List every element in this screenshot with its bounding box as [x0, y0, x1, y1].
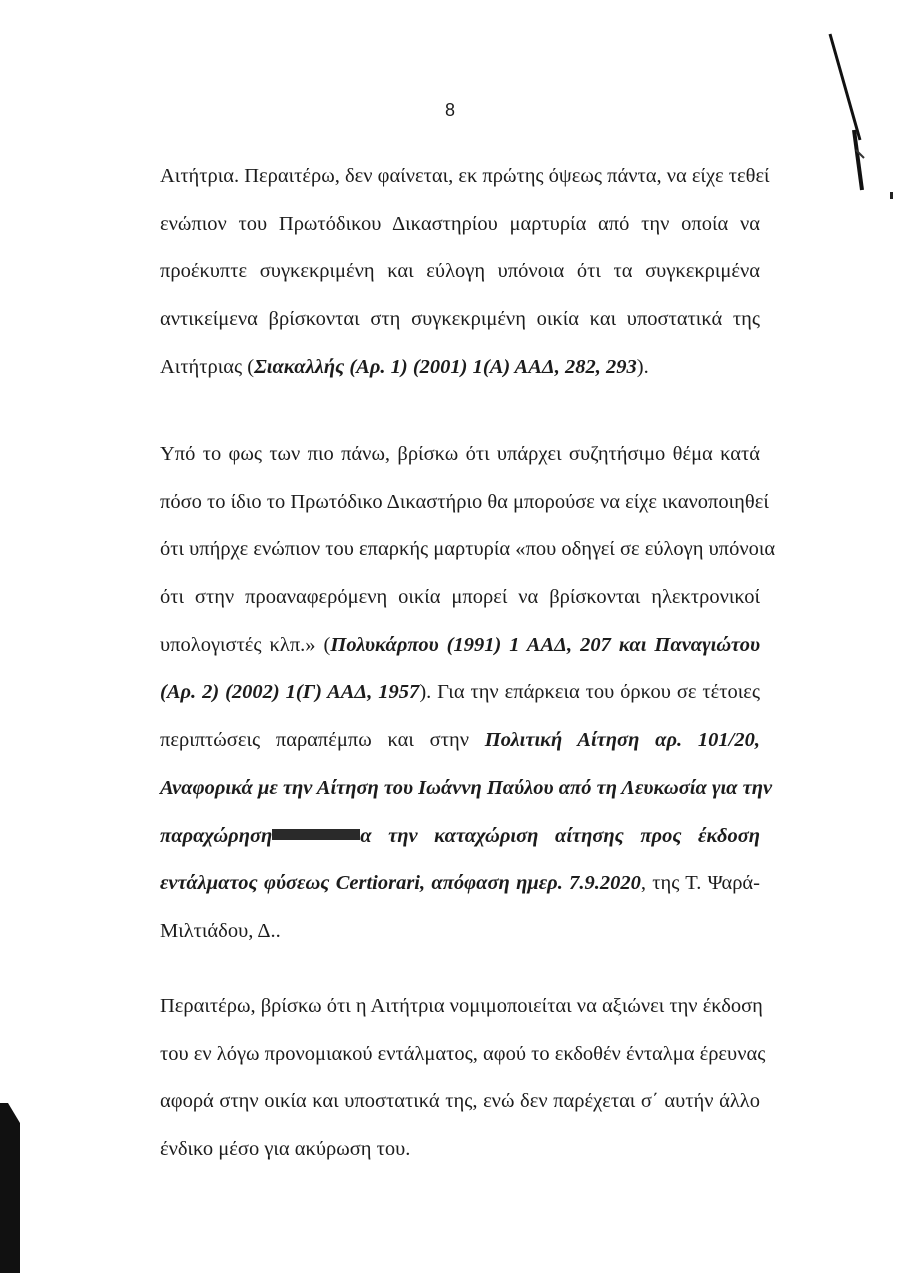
case-citation: Σιακαλλής (Αρ. 1) (2001) 1(Α) ΑΑΔ, 282, 293: [254, 355, 637, 378]
text-segment: Μιλτιάδου, Δ..: [160, 919, 281, 942]
text-segment: ενώπιον του Πρωτόδικου Δικαστηρίου μαρτυρία από την οποία να: [160, 212, 760, 235]
text-line: [160, 717, 760, 765]
text-line: [160, 860, 760, 908]
text-line: [160, 908, 760, 956]
scan-edge-mark-top-right: [826, 30, 866, 200]
text-line: [160, 431, 760, 479]
text-line: [160, 296, 760, 344]
text-segment: ένδικο μέσο για ακύρωση του.: [160, 1138, 411, 1161]
case-citation: (Αρ. 2) (2002) 1(Γ) ΑΑΔ, 1957: [160, 681, 420, 704]
text-segment: ότι στην προαναφερόμενη οικία μπορεί να βρίσκονται ηλεκτρονικοί: [160, 586, 760, 609]
text-line: [160, 983, 763, 1031]
text-line: [160, 813, 760, 861]
text-segment: Αιτήτριας (: [160, 355, 255, 378]
text-segment: αφορά στην οικία και υποστατικά της, ενώ δεν παρέχεται σ΄ αυτήν άλλο: [160, 1090, 760, 1113]
text-line: [160, 622, 760, 670]
text-segment: Περαιτέρω, βρίσκω ότι η Αιτήτρια νομιμοποιείται να αξιώνει την έκδοση: [160, 995, 763, 1017]
text-line: [160, 344, 760, 392]
paragraph-1: [160, 153, 770, 391]
text-segment: αντικείμενα βρίσκονται στη συγκεκριμένη οικία και υποστατικά της: [160, 308, 760, 331]
text-line: [160, 479, 769, 527]
case-citation: εντάλματος φύσεως Certiorari, απόφαση ημερ. 7.9.2020: [160, 872, 641, 895]
text-segment: περιπτώσεις παραπέμπω και στην: [160, 729, 485, 752]
text-segment: Αιτήτρια. Περαιτέρω, δεν φαίνεται, εκ πρώτης όψεως πάντα, να είχε τεθεί: [160, 165, 770, 187]
case-citation: Αναφορικά με την Αίτηση του Ιωάννη Παύλου από τη Λευκωσία για την: [160, 776, 773, 799]
text-segment: , της Τ. Ψαρά-: [640, 872, 760, 895]
case-citation: Πολυκάρπου (1991) 1 ΑΑΔ, 207 και Παναγιώτου: [330, 633, 760, 656]
text-line: [160, 526, 776, 574]
text-line: [160, 248, 760, 296]
text-line: [160, 201, 760, 249]
text-segment: ότι υπήρχε ενώπιον του επαρκής μαρτυρία «που οδηγεί σε εύλογη υπόνοια: [160, 538, 776, 561]
text-segment: ).: [636, 355, 649, 378]
case-citation: α την καταχώριση αίτησης προς έκδοση: [360, 824, 760, 847]
text-line: [160, 574, 760, 622]
text-segment: πόσο το ίδιο το Πρωτόδικο Δικαστήριο θα μπορούσε να είχε ικανοποιηθεί: [160, 490, 769, 513]
text-segment: ). Για την επάρκεια του όρκου σε τέτοιες: [419, 681, 760, 704]
page-number: 8: [445, 100, 456, 120]
paragraph-2: [160, 431, 776, 956]
text-line: [160, 1126, 760, 1174]
text-line: [160, 765, 773, 813]
text-line: [160, 669, 760, 717]
paragraph-3: [160, 983, 766, 1174]
text-line: [160, 153, 770, 201]
text-segment: Υπό το φως των πιο πάνω, βρίσκω ότι υπάρχει συζητήσιμο θέμα κατά: [160, 443, 760, 465]
text-line: [160, 1078, 760, 1126]
redaction-mark: [272, 829, 360, 840]
text-segment: του εν λόγω προνομιακού εντάλματος, αφού το εκδοθέν ένταλμα έρευνας: [160, 1042, 766, 1065]
text-line: [160, 1031, 766, 1079]
case-citation: παραχώρηση: [160, 824, 273, 847]
scan-edge-mark-bottom-left: [0, 1103, 24, 1273]
text-segment: υπολογιστές κλπ.» (: [160, 633, 331, 656]
scan-edge-mark-right-dot: [888, 190, 896, 202]
case-citation: Πολιτική Αίτηση αρ. 101/20,: [484, 729, 760, 752]
text-segment: προέκυπτε συγκεκριμένη και εύλογη υπόνοια ότι τα συγκεκριμένα: [160, 260, 760, 283]
